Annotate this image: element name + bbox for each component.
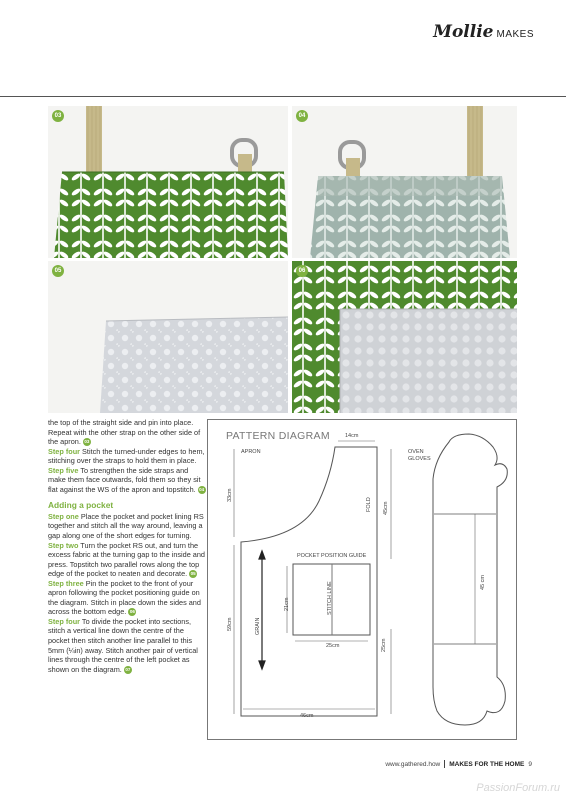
- label-bottom-width: 46cm: [300, 713, 314, 719]
- step-label: Step five: [48, 465, 79, 475]
- photo-06: [292, 261, 517, 413]
- photo-05-badge: 05: [52, 265, 64, 277]
- ref-badge: 04: [199, 486, 205, 492]
- photo-04-badge: 04: [296, 110, 308, 122]
- instructions-column: [48, 418, 206, 674]
- label-bottom-side: 25cm: [381, 638, 387, 652]
- diagram-title: PATTERN DIAGRAM: [226, 430, 330, 442]
- brand-logo: [433, 22, 534, 42]
- paragraph-step-four: [48, 447, 206, 466]
- paragraph-pocket-step-three: [48, 579, 206, 617]
- paragraph-pocket-step-one: [48, 512, 206, 541]
- watermark: PassionForum.ru: [476, 782, 560, 794]
- photo-04-illustration: [292, 106, 517, 258]
- footer-url: www.gathered.how: [385, 760, 441, 768]
- label-pocket-height: 21cm: [284, 597, 290, 611]
- photo-04: [292, 106, 517, 258]
- label-apron: APRON: [241, 449, 261, 455]
- step-label: Step three: [48, 578, 84, 588]
- photo-05: [48, 261, 288, 413]
- photo-03-illustration: [48, 106, 288, 258]
- pattern-diagram-drawing: [207, 419, 517, 740]
- footer-section: MAKES FOR THE HOME: [449, 760, 525, 768]
- photo-03-badge: 03: [52, 110, 64, 122]
- label-fold: FOLD: [366, 497, 372, 512]
- step-text: Turn the pocket RS out, and turn the excess fabric at the turning gap to the inside and press. Topstitch two parallel rows along the top edge of the pocket to neaten and decorate.: [48, 540, 205, 579]
- step-text: Place the pocket and pocket lining RS together and stitch all the way around, leaving a gap along one of the short edges for turning.: [48, 511, 204, 541]
- step-label: Step two: [48, 540, 79, 550]
- label-pocket-guide: POCKET POSITION GUIDE: [297, 553, 367, 559]
- ref-badge: 07: [125, 666, 131, 672]
- brand-caps: MAKES: [496, 29, 534, 40]
- oven-glove-outline: [433, 434, 507, 725]
- label-top-width: 14cm: [345, 433, 359, 439]
- step-label: Step four: [48, 446, 81, 456]
- paragraph-strap: [48, 418, 206, 447]
- photo-06-illustration: [292, 261, 517, 413]
- footer-page-number: 9: [528, 760, 532, 768]
- label-side-length: 59cm: [227, 617, 233, 631]
- step-label: Step one: [48, 511, 79, 521]
- photo-05-illustration: [48, 261, 288, 413]
- label-curve-drop: 33cm: [227, 488, 233, 502]
- photo-03: [48, 106, 288, 258]
- step-text: To divide the pocket into sections, stitch a vertical line down the centre of the pocket then stitch another line parallel to this 5mm (¼in) away. Stitch another pair of vertical lines through the centre of the left pocket as shown on the diagram.: [48, 616, 198, 674]
- paragraph-step-five: [48, 466, 206, 495]
- paragraph-pocket-step-four: [48, 617, 206, 674]
- label-stitch-line: STITCH LINE: [327, 581, 333, 615]
- footer-separator: [444, 760, 445, 768]
- paragraph-pocket-step-two: [48, 541, 206, 579]
- header-rule: [0, 96, 566, 97]
- step-text: Pin the pocket to the front of your apron following the pocket positioning guide on the diagram. Stitch in place down the sides and across the bottom edge.: [48, 578, 201, 617]
- apron-outline: [241, 447, 377, 716]
- label-fold-length: 45cm: [383, 501, 389, 515]
- step-text: Stitch the turned-under edges to hem, stitching over the straps to hold them in place.: [48, 446, 205, 466]
- label-glove-length: 45 cm: [480, 575, 486, 590]
- photo-06-badge: 06: [296, 265, 308, 277]
- brand-script: Mollie: [433, 22, 494, 42]
- step-label: Step four: [48, 616, 81, 626]
- ref-badge: 06: [129, 609, 135, 615]
- ref-badge: 03: [84, 439, 90, 445]
- label-pocket-width: 25cm: [326, 643, 340, 649]
- label-oven-gloves: [408, 449, 431, 463]
- label-grain: GRAIN: [255, 617, 261, 635]
- label-oven-gloves-1: OVEN: [408, 449, 424, 455]
- page-footer: [385, 760, 532, 768]
- ref-badge: 05: [190, 571, 196, 577]
- step-text: To strengthen the side straps and make them face outwards, fold them so they sit flat against the WS of the apron and topstitch.: [48, 465, 201, 494]
- section-heading: Adding a pocket: [48, 500, 114, 511]
- label-oven-gloves-2: GLOVES: [408, 456, 431, 462]
- paragraph-strap-text: the top of the straight side and pin into place. Repeat with the other strap on the other side of the apron.: [48, 418, 201, 447]
